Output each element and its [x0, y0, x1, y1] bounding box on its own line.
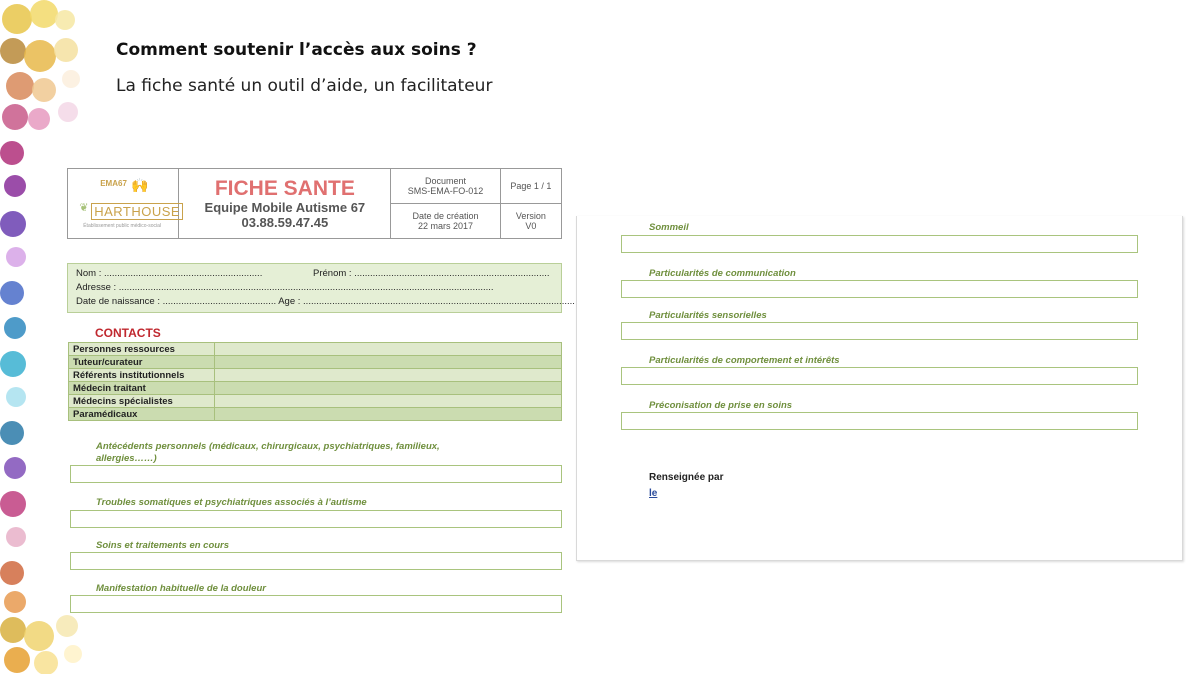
contact-label: Médecins spécialistes — [69, 395, 215, 408]
ema-logo — [73, 173, 181, 235]
decorative-bokeh-top — [0, 0, 100, 135]
version-value: V0 — [525, 221, 537, 231]
creation-date-cell — [391, 204, 500, 239]
antecedents-input[interactable] — [70, 465, 562, 483]
prenom-field[interactable]: Prénom : .......................................................................... — [313, 268, 550, 279]
page-number: Page 1 / 1 — [510, 181, 552, 191]
contacts-title: CONTACTS — [95, 326, 161, 340]
identity-box — [67, 263, 575, 313]
adresse-field[interactable]: Adresse : .............................................................................................................................................. — [76, 282, 494, 293]
leaf-icon: ❦ — [79, 201, 89, 214]
contact-value-cell[interactable] — [215, 408, 562, 421]
comportement-input[interactable] — [621, 367, 1138, 385]
soins-input[interactable] — [70, 552, 562, 570]
document-code-cell — [391, 169, 500, 204]
preconisation-input[interactable] — [621, 412, 1138, 430]
section-label-sensorielles: Particularités sensorielles — [649, 310, 767, 321]
version-cell — [500, 204, 561, 239]
contact-value-cell[interactable] — [215, 369, 562, 382]
sommeil-input[interactable] — [621, 235, 1138, 253]
slide-subtitle: La fiche santé un outil d’aide, un facilitateur — [116, 76, 493, 96]
logo-name: HARTHOUSE — [91, 203, 183, 220]
section-label-troubles: Troubles somatiques et psychiatriques associés à l’autisme — [96, 497, 367, 508]
team-name: Equipe Mobile Autisme 67 — [204, 199, 366, 215]
contact-label: Personnes ressources — [69, 343, 215, 356]
section-label-communication: Particularités de communication — [649, 268, 796, 279]
contact-value-cell[interactable] — [215, 395, 562, 408]
contact-label: Médecin traitant — [69, 382, 215, 395]
form-header-table — [67, 168, 562, 239]
logo-small-text: EMA67 — [100, 178, 127, 188]
contacts-table — [68, 342, 562, 421]
table-row — [69, 356, 562, 369]
people-icon: 🙌 — [131, 176, 149, 193]
section-label-sommeil: Sommeil — [649, 222, 689, 233]
decorative-bokeh-side — [0, 135, 30, 615]
form-page-left — [30, 135, 575, 615]
communication-input[interactable] — [621, 280, 1138, 298]
contact-value-cell[interactable] — [215, 356, 562, 369]
table-row — [69, 395, 562, 408]
version-label: Version — [515, 211, 546, 221]
form-title: FICHE SANTE — [214, 176, 355, 200]
naissance-age-field[interactable]: Date de naissance : ........................................... Age : ....................................................................................................... — [76, 296, 575, 307]
slide-title: Comment soutenir l’accès aux soins ? — [116, 40, 477, 60]
contact-label: Référents institutionnels — [69, 369, 215, 382]
section-label-douleur: Manifestation habituelle de la douleur — [96, 583, 266, 594]
decorative-bokeh-bottom — [0, 615, 100, 674]
section-label-soins: Soins et traitements en cours — [96, 540, 230, 551]
document-code: SMS-EMA-FO-012 — [407, 186, 484, 196]
page-cell — [500, 169, 561, 204]
contact-value-cell[interactable] — [215, 343, 562, 356]
team-phone: 03.88.59.47.45 — [241, 214, 329, 230]
creation-date-value: 22 mars 2017 — [417, 221, 474, 231]
sensorielles-input[interactable] — [621, 322, 1138, 340]
table-row — [69, 343, 562, 356]
table-row — [69, 408, 562, 421]
le-label: le — [649, 488, 658, 499]
logo-cell — [68, 169, 179, 239]
logo-tagline: Établissement public médico-social — [83, 222, 162, 229]
section-label-comportement: Particularités de comportement et intérêts — [649, 355, 840, 366]
form-page-right — [576, 216, 1183, 561]
creation-date-label: Date de création — [412, 211, 479, 221]
section-label-antecedents: Antécédents personnels (médicaux, chirurgicaux, psychiatriques, familieux, allergies……) — [96, 441, 440, 464]
document-label: Document — [424, 176, 467, 186]
table-row — [69, 382, 562, 395]
douleur-input[interactable] — [70, 595, 562, 613]
contact-value-cell[interactable] — [215, 382, 562, 395]
table-row — [69, 369, 562, 382]
section-label-preconisation: Préconisation de prise en soins — [649, 400, 793, 411]
form-title-cell — [179, 169, 391, 239]
nom-field[interactable]: Nom : ............................................................ — [76, 268, 263, 279]
renseignee-par-label: Renseignée par — [649, 472, 724, 483]
contact-label: Paramédicaux — [69, 408, 215, 421]
contact-label: Tuteur/curateur — [69, 356, 215, 369]
troubles-input[interactable] — [70, 510, 562, 528]
